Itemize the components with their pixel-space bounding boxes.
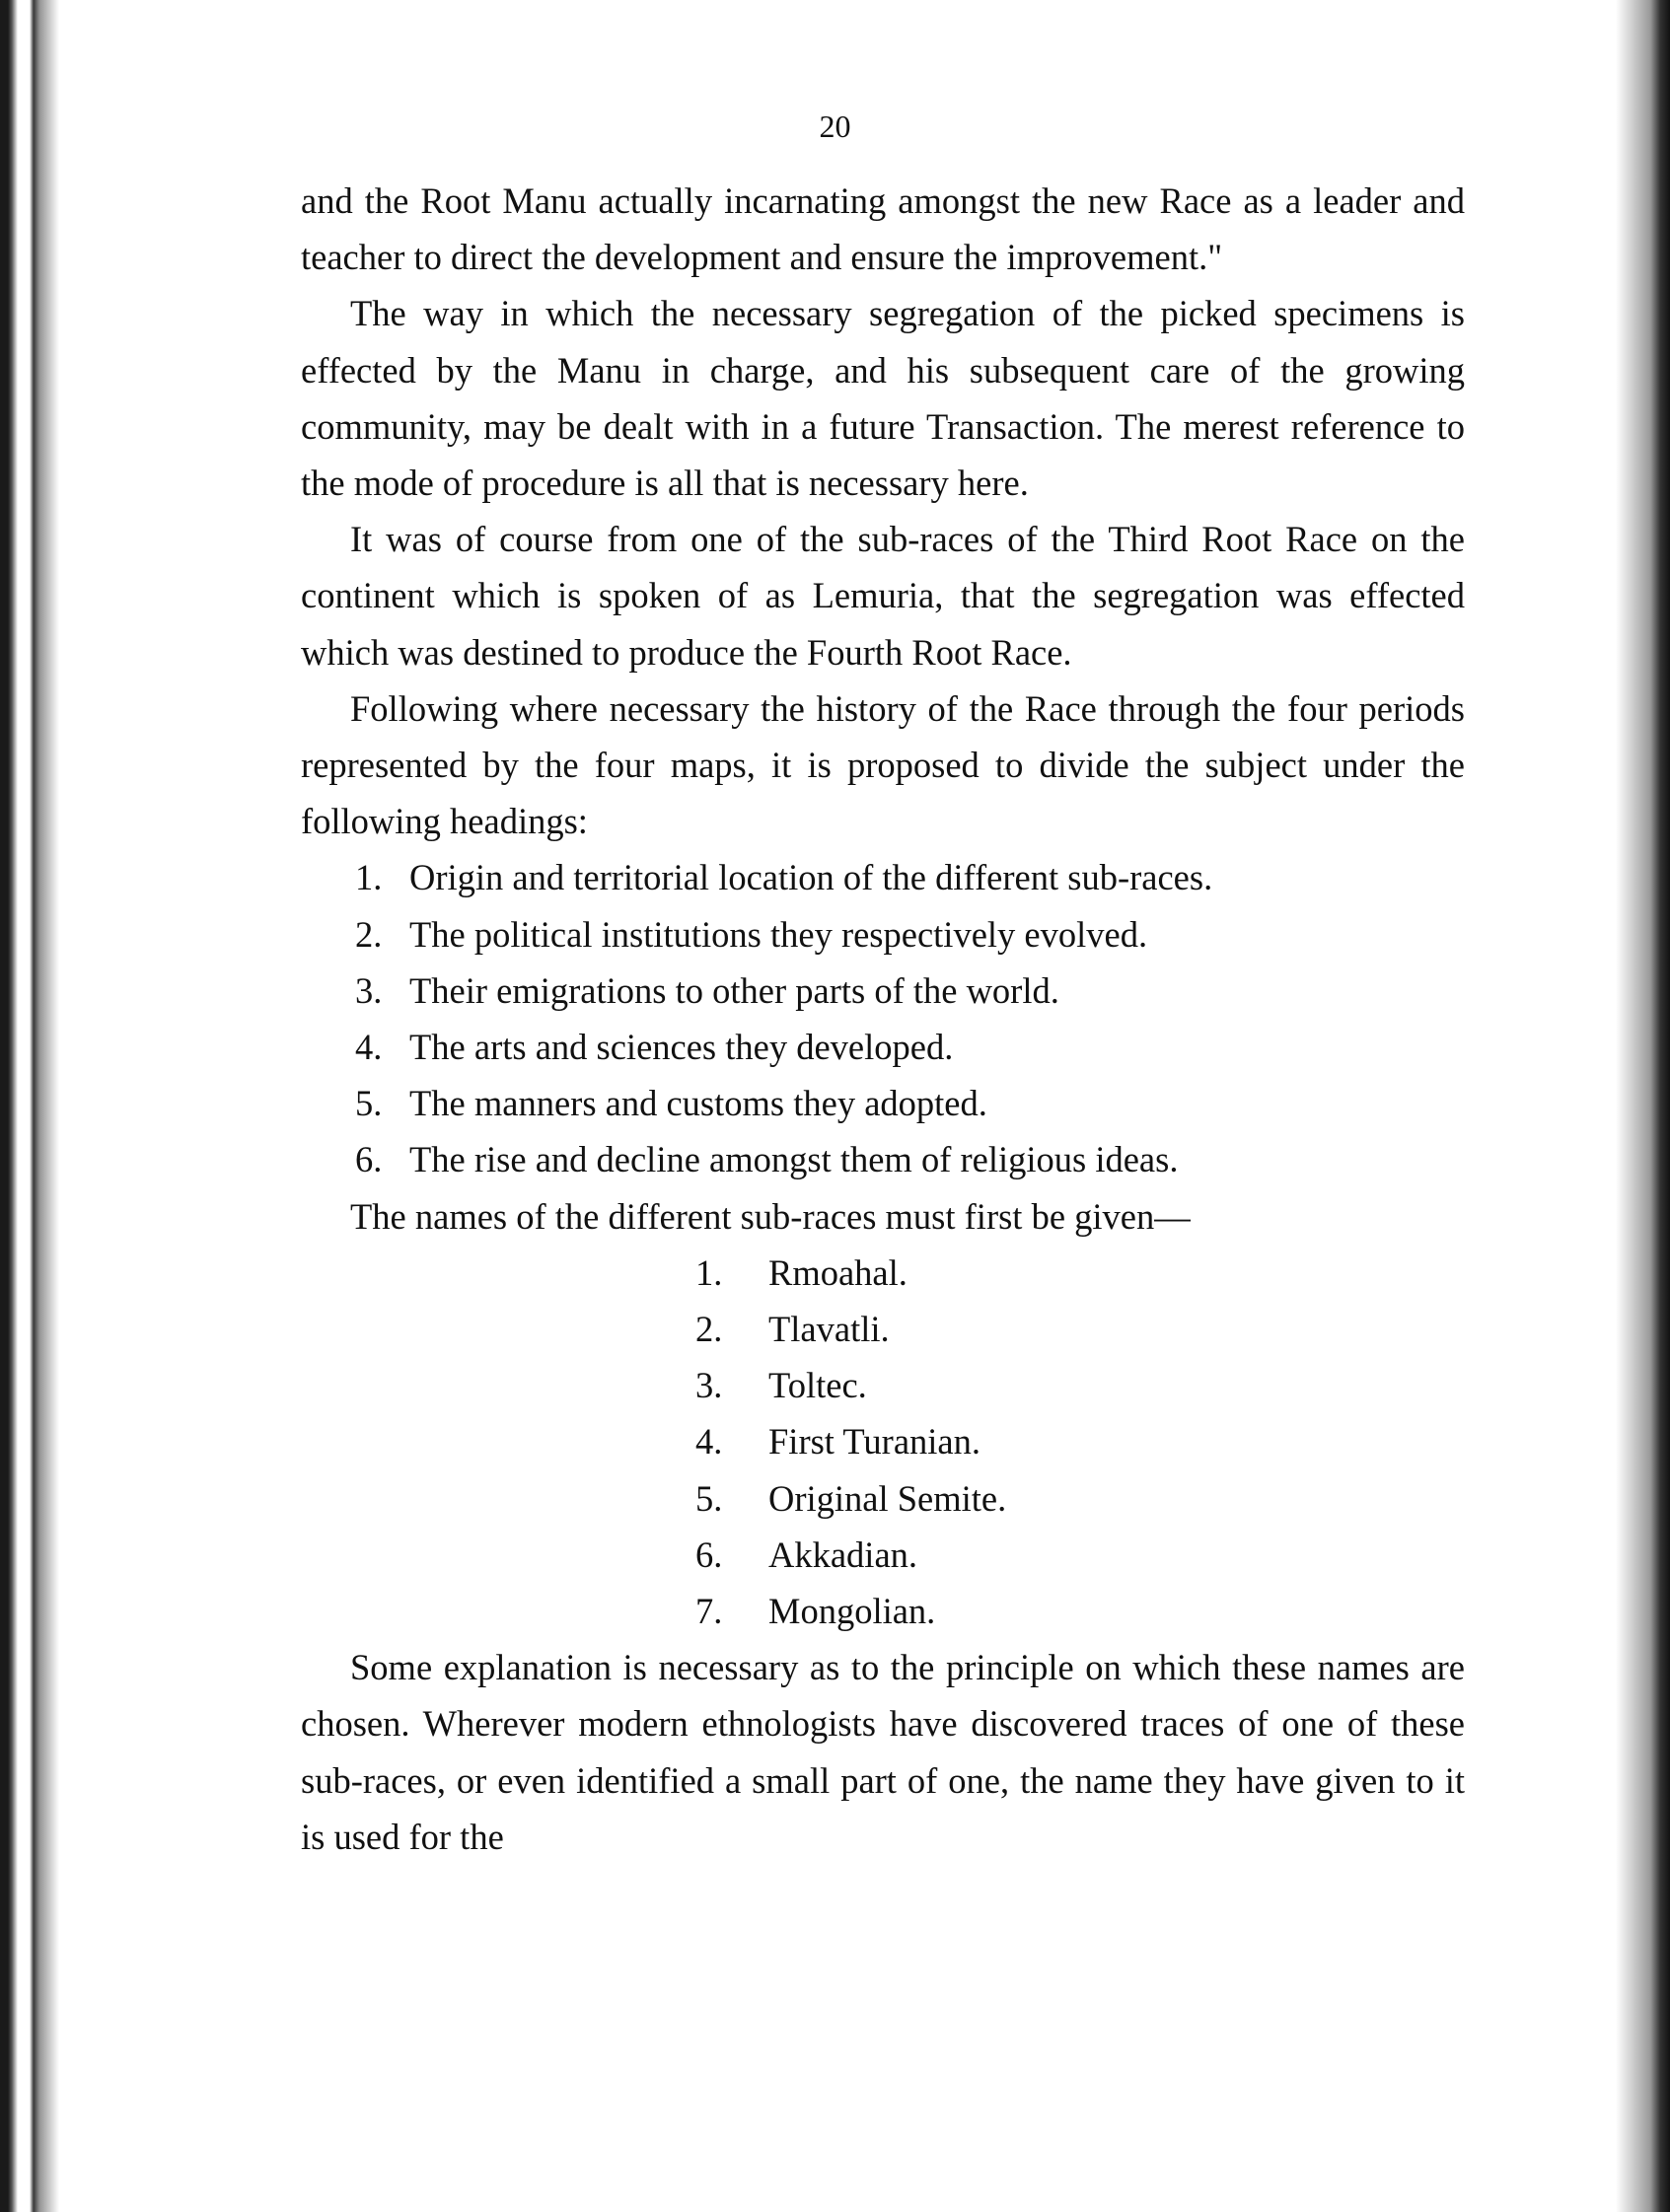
- list-item: [695, 1470, 1465, 1527]
- list-number: 7.: [695, 1591, 723, 1632]
- list-item: [301, 906, 1465, 963]
- list-number: 2.: [355, 913, 383, 955]
- paragraph: Some explanation is necessary as to the principle on which these names are chosen. Wherever modern ethnologists have discovered traces of one of these sub-races, or even identified a small part of one, the name they have given to it is used for the: [301, 1647, 1465, 1857]
- list-item: [695, 1527, 1465, 1583]
- list-text: Toltec.: [768, 1365, 867, 1406]
- list-number: 6.: [355, 1139, 383, 1180]
- paragraph: The way in which the necessary segregation of the picked specimens is effected by the Manu in charge, and his subsequent care of the growing community, may be dealt with in a future Transaction. The merest reference to the mode of procedure is all that is necessary here.: [301, 293, 1465, 504]
- book-binding-right: [1611, 0, 1670, 2212]
- list-text: The political institutions they respectively evolved.: [409, 913, 1148, 955]
- list-text: The manners and customs they adopted.: [409, 1083, 987, 1124]
- page-number: 20: [819, 108, 851, 144]
- list-number: 4.: [695, 1421, 723, 1463]
- book-binding-left: [0, 0, 69, 2212]
- list-text: Their emigrations to other parts of the world.: [409, 969, 1059, 1011]
- list-number: 3.: [695, 1365, 723, 1406]
- list-item: [301, 1131, 1465, 1187]
- list-text: The arts and sciences they developed.: [409, 1027, 954, 1068]
- names-intro: The names of the different sub-races must first be given—: [350, 1195, 1191, 1237]
- list-item: [301, 1075, 1465, 1131]
- list-number: 4.: [355, 1027, 383, 1068]
- list-text: Origin and territorial location of the different sub-races.: [409, 857, 1213, 898]
- list-text: First Turanian.: [768, 1421, 980, 1463]
- list-item: [695, 1413, 1465, 1469]
- list-item: [301, 963, 1465, 1019]
- list-text: Rmoahal.: [768, 1251, 908, 1293]
- list-text: The rise and decline amongst them of religious ideas.: [409, 1139, 1179, 1180]
- list-number: 3.: [355, 969, 383, 1011]
- paragraph: It was of course from one of the sub-races of the Third Root Race on the continent which is spoken of as Lemuria, that the segregation was effected which was destined to produce the Fourth Root Race.: [301, 519, 1465, 673]
- page-body: [301, 173, 1465, 1865]
- sub-races-list: [301, 1245, 1465, 1639]
- list-number: 6.: [695, 1534, 723, 1575]
- list-item: [695, 1245, 1465, 1301]
- list-text: Akkadian.: [768, 1534, 918, 1575]
- list-number: 2.: [695, 1309, 723, 1350]
- list-text: Original Semite.: [768, 1477, 1007, 1519]
- paragraph-continuation: and the Root Manu actually incarnating amongst the new Race as a leader and teacher to direct the development and ensure the improvement.": [301, 180, 1465, 278]
- list-item: [695, 1583, 1465, 1639]
- list-item: [301, 849, 1465, 905]
- list-number: 1.: [695, 1251, 723, 1293]
- list-item: [695, 1357, 1465, 1413]
- paragraph: Following where necessary the history of the Race through the four periods represented by the four maps, it is proposed to divide the subject under the following headings:: [301, 687, 1465, 842]
- list-number: 1.: [355, 857, 383, 898]
- list-item: [695, 1301, 1465, 1357]
- list-number: 5.: [695, 1477, 723, 1519]
- list-number: 5.: [355, 1083, 383, 1124]
- list-text: Mongolian.: [768, 1591, 936, 1632]
- list-text: Tlavatli.: [768, 1309, 890, 1350]
- list-item: [301, 1019, 1465, 1075]
- headings-list: [301, 849, 1465, 1187]
